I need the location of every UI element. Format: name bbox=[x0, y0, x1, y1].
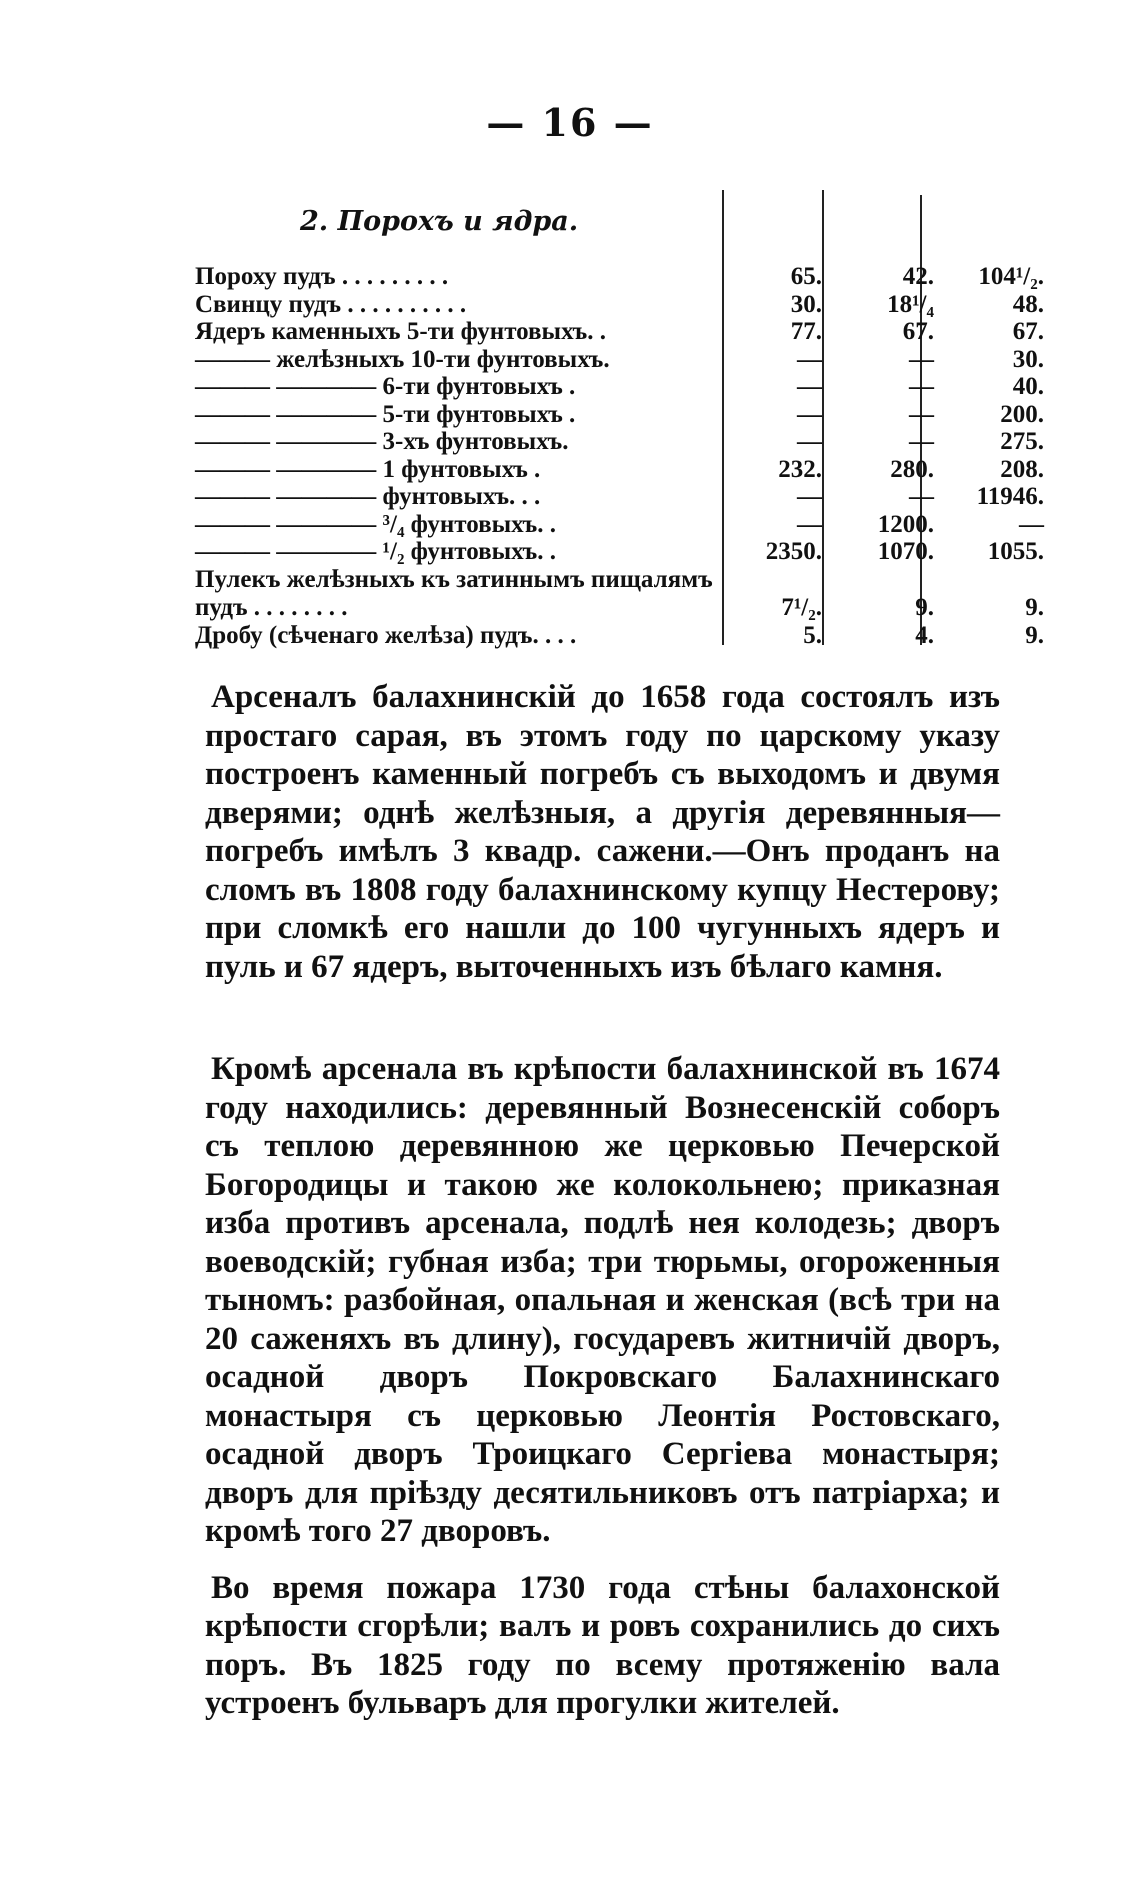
item-label: ——— ———— 5-ти фунтовыхъ . bbox=[195, 400, 576, 428]
inventory-table bbox=[195, 263, 1056, 649]
value-col-1: 30. bbox=[790, 290, 822, 318]
value-col-1: — bbox=[797, 483, 822, 510]
value-col-3: 11946. bbox=[976, 483, 1044, 510]
value-col-2: 42. bbox=[902, 263, 934, 290]
value-col-3: 200. bbox=[1000, 400, 1044, 428]
body-text bbox=[205, 678, 1000, 1723]
paragraph-arsenal: Арсеналъ балахнинскій до 1658 года состоялъ изъ простаго сарая, въ этомъ году по царскому указу построенъ каменный погребъ съ выходомъ и двумя дверями; однѣ желѣзныя, а другія деревянныя—погребъ имѣлъ 3 квадр. сажени.—Онъ проданъ на сломъ въ 1808 году балахнинскому купцу Нестерову; при сломкѣ его нашли до 100 чугунныхъ ядеръ и пуль и 67 ядеръ, выточенныхъ изъ бѣлаго камня. bbox=[205, 679, 1000, 985]
item-label: ——— ———— 6-ти фунтовыхъ . bbox=[195, 373, 576, 400]
item-label: Ядеръ каменныхъ 5-ти фунтовыхъ. . bbox=[195, 318, 606, 345]
value-col-3: 48. bbox=[1012, 290, 1044, 318]
item-label: Пороху пудъ . . . . . . . . . bbox=[195, 263, 449, 290]
value-col-1: 5. bbox=[803, 621, 822, 649]
value-col-2: 1200. bbox=[877, 510, 934, 538]
value-col-3: 9. bbox=[1025, 594, 1044, 621]
item-label: ——— ———— ³/₄ фунтовыхъ. . bbox=[195, 510, 556, 538]
value-col-2: 18¹/₄ bbox=[887, 290, 934, 318]
value-col-3: 30. bbox=[1012, 345, 1044, 373]
table-row bbox=[195, 622, 1056, 650]
item-label: ——— ———— фунтовыхъ. . . bbox=[195, 483, 541, 510]
value-col-3: 275. bbox=[1000, 428, 1044, 455]
item-label: Пулекъ желѣзныхъ къ затиннымъ пищалямъ пудъ . . . . . . . . bbox=[195, 565, 713, 621]
value-col-2: — bbox=[909, 345, 934, 373]
table-row bbox=[195, 373, 1056, 401]
table-row bbox=[195, 318, 1056, 346]
page-number: — 16 — bbox=[486, 100, 654, 145]
table-row bbox=[195, 566, 1056, 622]
item-label: Дробу (сѣченаго желѣза) пудъ. . . . bbox=[195, 621, 577, 649]
table-row bbox=[195, 483, 1056, 511]
item-label: Свинцу пудъ . . . . . . . . . . bbox=[195, 290, 467, 318]
value-col-1: 232. bbox=[778, 455, 822, 483]
value-col-3: — bbox=[1019, 510, 1044, 538]
value-col-1: — bbox=[797, 400, 822, 428]
table-row bbox=[195, 456, 1056, 484]
value-col-2: — bbox=[909, 373, 934, 400]
paragraph-fire-1730: Во время пожара 1730 года стѣны балахонской крѣпости сгорѣли; валъ и ровъ сохранились до сихъ поръ. Въ 1825 году по всему протяженію вала устроенъ бульваръ для прогулки жителей. bbox=[205, 1569, 1000, 1721]
value-col-1: 65. bbox=[790, 263, 822, 290]
table-row bbox=[195, 401, 1056, 429]
value-col-1: — bbox=[797, 345, 822, 373]
value-col-3: 208. bbox=[1000, 455, 1044, 483]
table-row bbox=[195, 511, 1056, 539]
value-col-2: 1070. bbox=[877, 538, 934, 565]
value-col-1: 2350. bbox=[765, 538, 822, 565]
table-row bbox=[195, 346, 1056, 374]
value-col-1: 7¹/₂. bbox=[781, 594, 822, 621]
value-col-2: — bbox=[909, 400, 934, 428]
value-col-3: 67. bbox=[1012, 318, 1044, 345]
value-col-1: 77. bbox=[790, 318, 822, 345]
value-col-1: — bbox=[797, 373, 822, 400]
value-col-2: 280. bbox=[890, 455, 934, 483]
value-col-2: — bbox=[909, 428, 934, 455]
item-label: ——— ———— 1 фунтовыхъ . bbox=[195, 455, 541, 483]
table-row bbox=[195, 263, 1056, 291]
value-col-3: 1055. bbox=[987, 538, 1044, 565]
item-label: ——— ———— 3-хъ фунтовыхъ. bbox=[195, 428, 569, 455]
table-row bbox=[195, 428, 1056, 456]
value-col-3: 9. bbox=[1025, 621, 1044, 649]
value-col-1: — bbox=[797, 510, 822, 538]
value-col-2: — bbox=[909, 483, 934, 510]
table-row bbox=[195, 291, 1056, 319]
value-col-2: 4. bbox=[915, 621, 934, 649]
value-col-3: 40. bbox=[1012, 373, 1044, 400]
item-label: ——— ———— ¹/₂ фунтовыхъ. . bbox=[195, 538, 556, 565]
value-col-3: 104¹/₂. bbox=[978, 263, 1044, 290]
table-row bbox=[195, 538, 1056, 566]
value-col-1: — bbox=[797, 428, 822, 455]
item-label: ——— желѣзныхъ 10-ти фунтовыхъ. bbox=[195, 345, 610, 373]
value-col-2: 67. bbox=[902, 318, 934, 345]
paragraph-fortress-buildings: Кромѣ арсенала въ крѣпости балахнинской въ 1674 году находились: деревянный Вознесенскій соборъ съ теплою деревянною же церковью Печерской Богородицы и такою же колокольнею; приказная изба противъ арсенала, подлѣ нея колодезь; дворъ воеводскій; губная изба; три тюрьмы, огороженныя тыномъ: разбойная, опальная и женская (всѣ три на 20 саженяхъ въ длину), государевъ житничій дворъ, осадной дворъ Покровскаго Балахнинскаго монастыря съ церковью Леонтія Ростовскаго, осадной дворъ Троицкаго Сергіева монастыря; дворъ для пріѣзду десятильниковъ отъ патріарха; и кромѣ того 27 дворовъ. bbox=[205, 1051, 1000, 1549]
section-heading: 2. Порохъ и ядра. bbox=[300, 206, 579, 237]
value-col-2: 9. bbox=[915, 594, 934, 621]
